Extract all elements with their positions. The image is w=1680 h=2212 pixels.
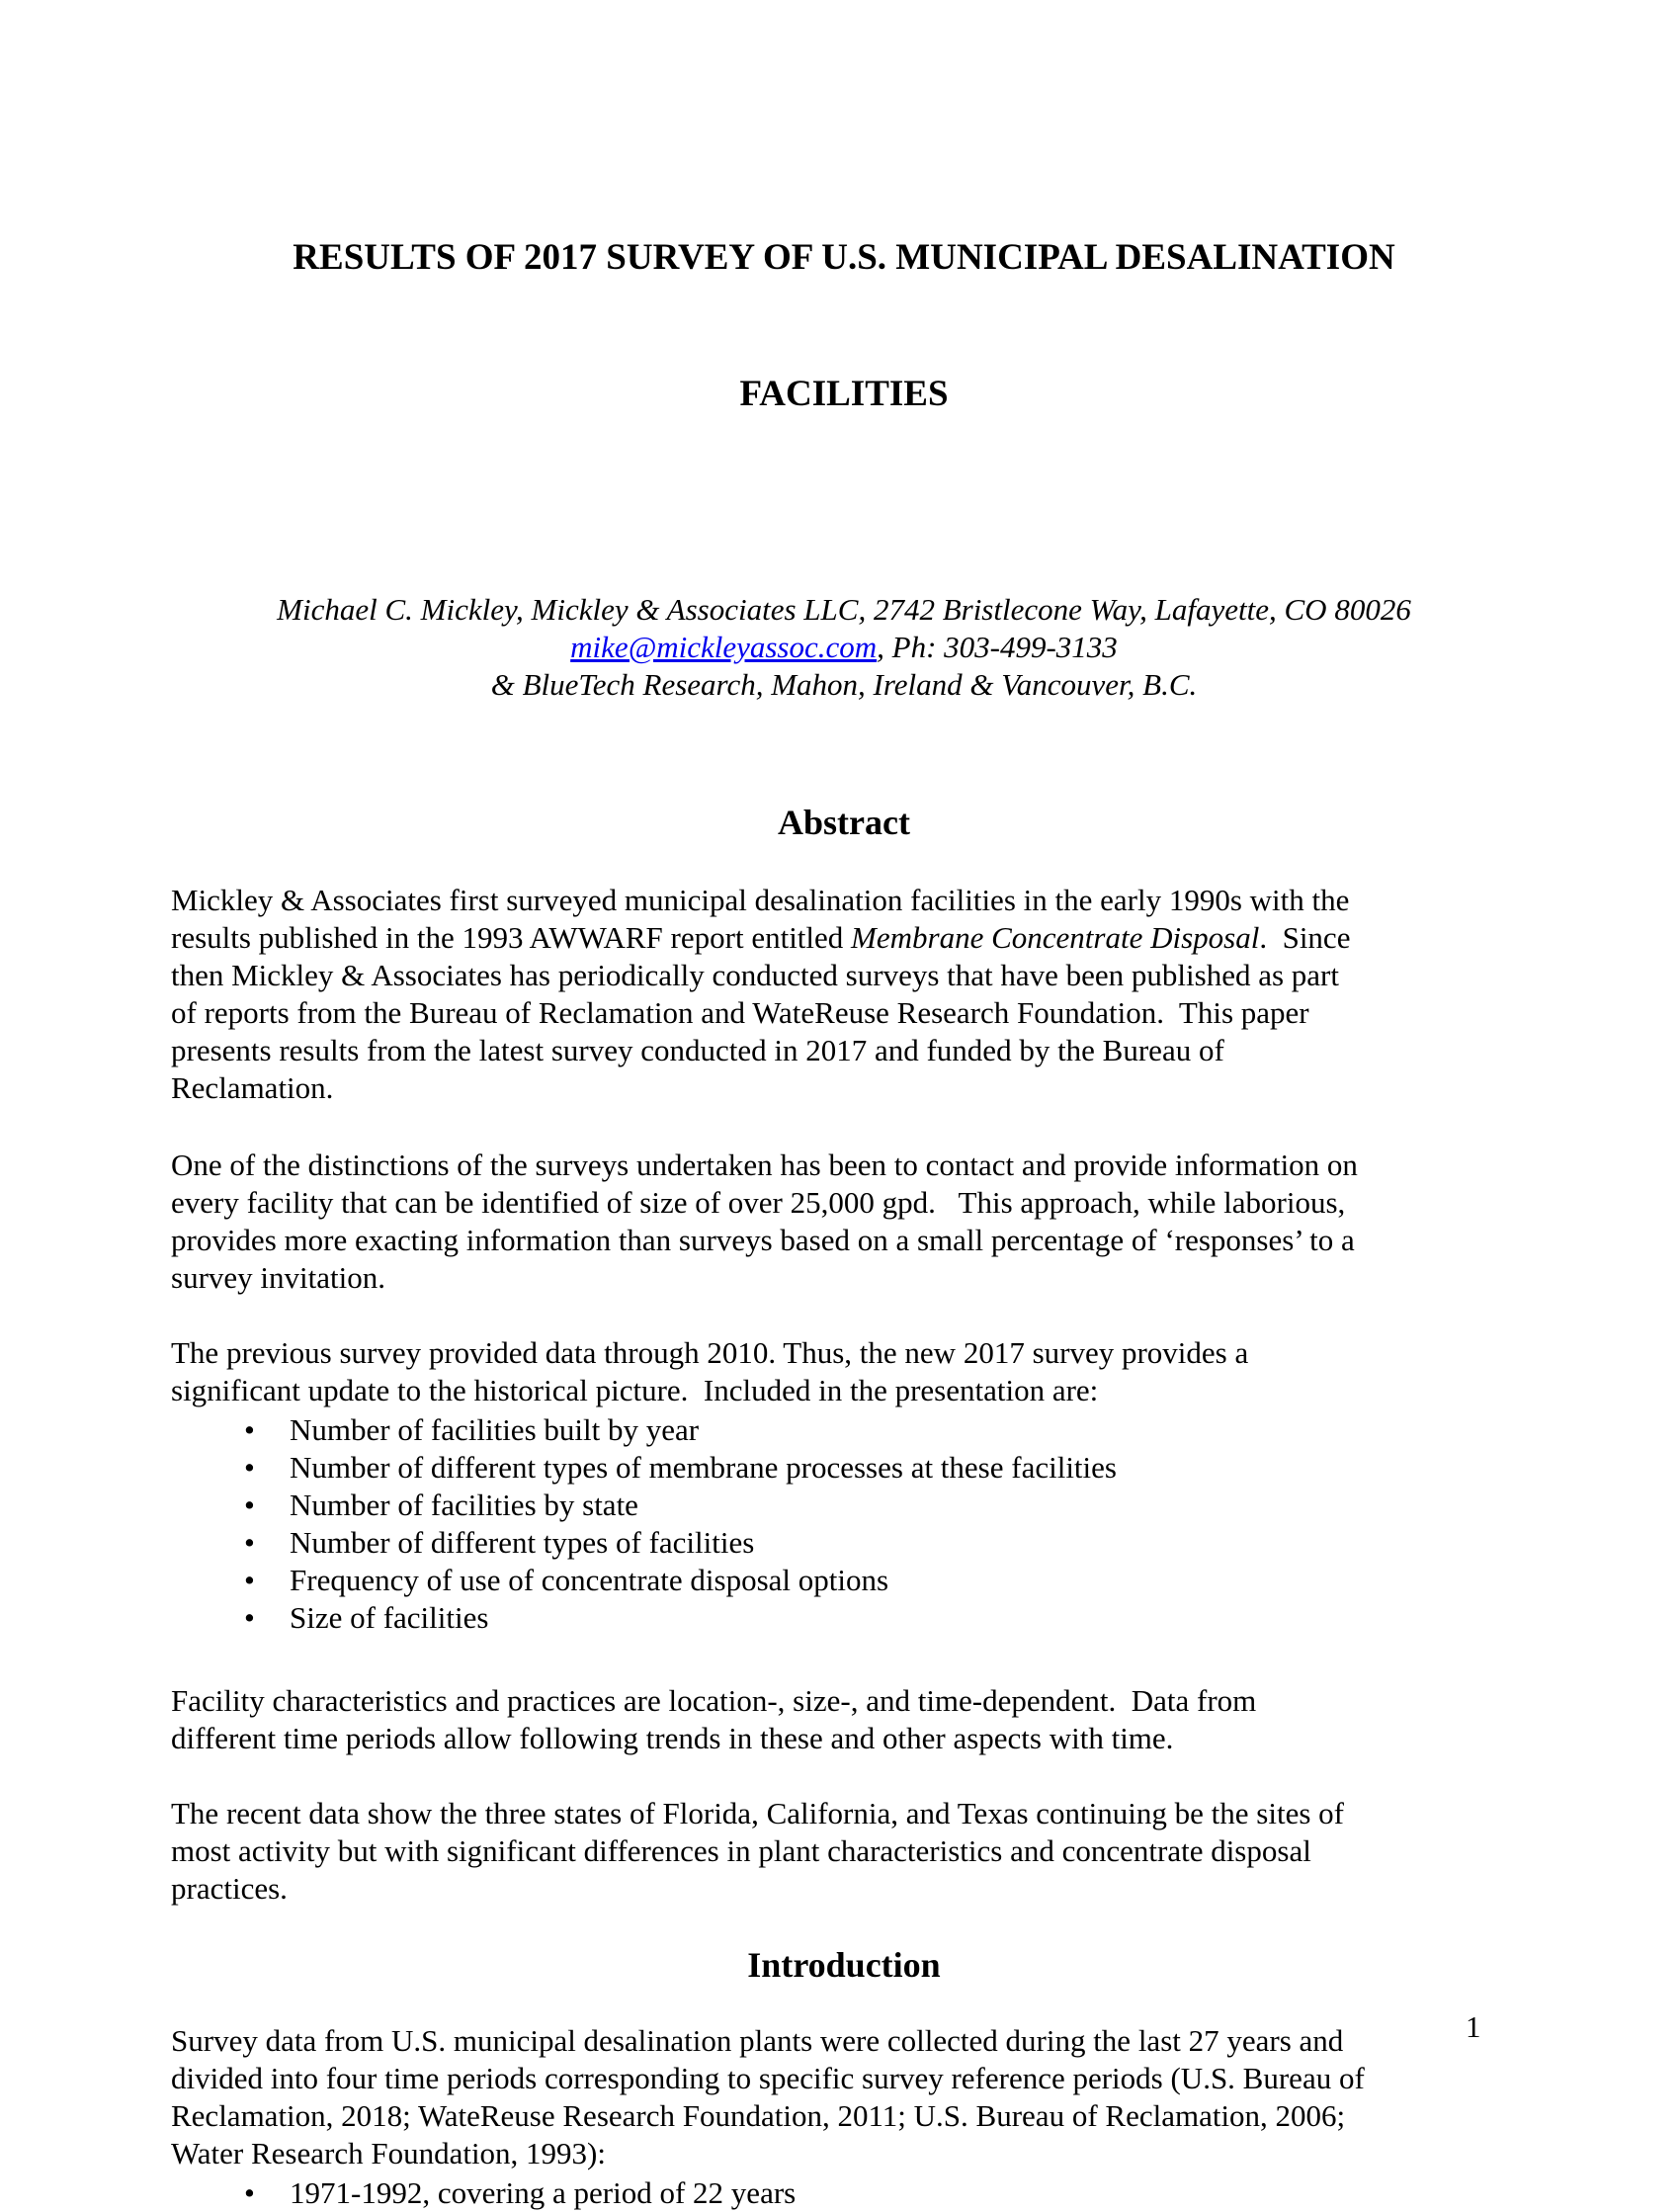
- text-line: Facility characteristics and practices are location-, size-, and time-dependent. Data from: [171, 1683, 1257, 1718]
- paper-title-line-1: RESULTS OF 2017 SURVEY OF U.S. MUNICIPAL DESALINATION: [293, 237, 1395, 278]
- text-line: of reports from the Bureau of Reclamation and WateReuse Research Foundation. This paper: [171, 995, 1309, 1030]
- text-line: practices.: [171, 1871, 288, 1906]
- text-segment: . Since: [1259, 920, 1351, 955]
- bullet-item: • Number of different types of facilities: [171, 1524, 1517, 1562]
- text-line: The recent data show the three states of Florida, California, and Texas continuing be the sites of: [171, 1796, 1344, 1830]
- text-line: [171, 919, 1517, 957]
- email-link[interactable]: mike@mickleyassoc.com: [570, 630, 878, 664]
- paper-title-line-2: FACILITIES: [739, 374, 949, 414]
- text-line: The previous survey provided data through 2010. Thus, the new 2017 survey provides a: [171, 1335, 1249, 1370]
- introduction-paragraph-1: [171, 2022, 1517, 2172]
- author-affiliation-line: Michael C. Mickley, Mickley & Associates LLC, 2742 Bristlecone Way, Lafayette, CO 80026: [277, 592, 1411, 627]
- document-content: [171, 0, 1517, 2212]
- text-line: significant update to the historical picture. Included in the presentation are:: [171, 1373, 1099, 1407]
- abstract-paragraph-1: [171, 882, 1517, 1107]
- bullet-item: • Size of facilities: [171, 1599, 1517, 1637]
- text-line: every facility that can be identified of size of over 25,000 gpd. This approach, while laborious,: [171, 1185, 1346, 1220]
- text-line: Reclamation, 2018; WateReuse Research Foundation, 2011; U.S. Bureau of Reclamation, 2006;: [171, 2098, 1346, 2133]
- bullet-item: • 1971-1992, covering a period of 22 years: [171, 2174, 1517, 2212]
- abstract-bullet-list: [171, 1411, 1517, 1637]
- author-affiliation2-line: & BlueTech Research, Mahon, Ireland & Vancouver, B.C.: [490, 667, 1198, 702]
- introduction-bullet-list: [171, 2174, 1517, 2212]
- text-line: Mickley & Associates first surveyed municipal desalination facilities in the early 1990s with the: [171, 883, 1350, 917]
- text-line: then Mickley & Associates has periodically conducted surveys that have been published as part: [171, 958, 1339, 992]
- bullet-item: • Frequency of use of concentrate disposal options: [171, 1562, 1517, 1599]
- abstract-paragraph-3: [171, 1334, 1517, 1409]
- text-line: presents results from the latest survey conducted in 2017 and funded by the Bureau of: [171, 1033, 1224, 1067]
- phone-text: , Ph: 303-499-3133: [877, 630, 1118, 664]
- abstract-paragraph-4: [171, 1682, 1517, 1757]
- text-segment: results published in the 1993 AWWARF report entitled: [171, 920, 852, 955]
- report-title-italic: Membrane Concentrate Disposal: [851, 920, 1260, 955]
- bullet-item: • Number of different types of membrane processes at these facilities: [171, 1449, 1517, 1487]
- text-line: Survey data from U.S. municipal desalination plants were collected during the last 27 years and: [171, 2023, 1344, 2058]
- page-number: 1: [1466, 2009, 1481, 2044]
- text-line: One of the distinctions of the surveys undertaken has been to contact and provide information on: [171, 1148, 1358, 1182]
- author-block: [171, 591, 1517, 704]
- abstract-paragraph-2: [171, 1147, 1517, 1297]
- author-contact-line: [171, 629, 1517, 666]
- text-line: Reclamation.: [171, 1070, 334, 1105]
- text-line: different time periods allow following trends in these and other aspects with time.: [171, 1721, 1174, 1755]
- abstract-paragraph-5: [171, 1795, 1517, 1908]
- text-line: provides more exacting information than surveys based on a small percentage of ‘responses’ to a: [171, 1223, 1355, 1257]
- text-line: survey invitation.: [171, 1260, 385, 1295]
- paper-title: [171, 144, 1517, 508]
- introduction-heading: Introduction: [747, 1945, 941, 1985]
- abstract-heading: Abstract: [778, 803, 910, 842]
- text-line: divided into four time periods corresponding to specific survey reference periods (U.S. Bureau of: [171, 2061, 1365, 2095]
- text-line: most activity but with significant differences in plant characteristics and concentrate disposal: [171, 1833, 1311, 1868]
- bullet-item: • Number of facilities built by year: [171, 1411, 1517, 1449]
- text-line: Water Research Foundation, 1993):: [171, 2136, 606, 2170]
- bullet-item: • Number of facilities by state: [171, 1487, 1517, 1524]
